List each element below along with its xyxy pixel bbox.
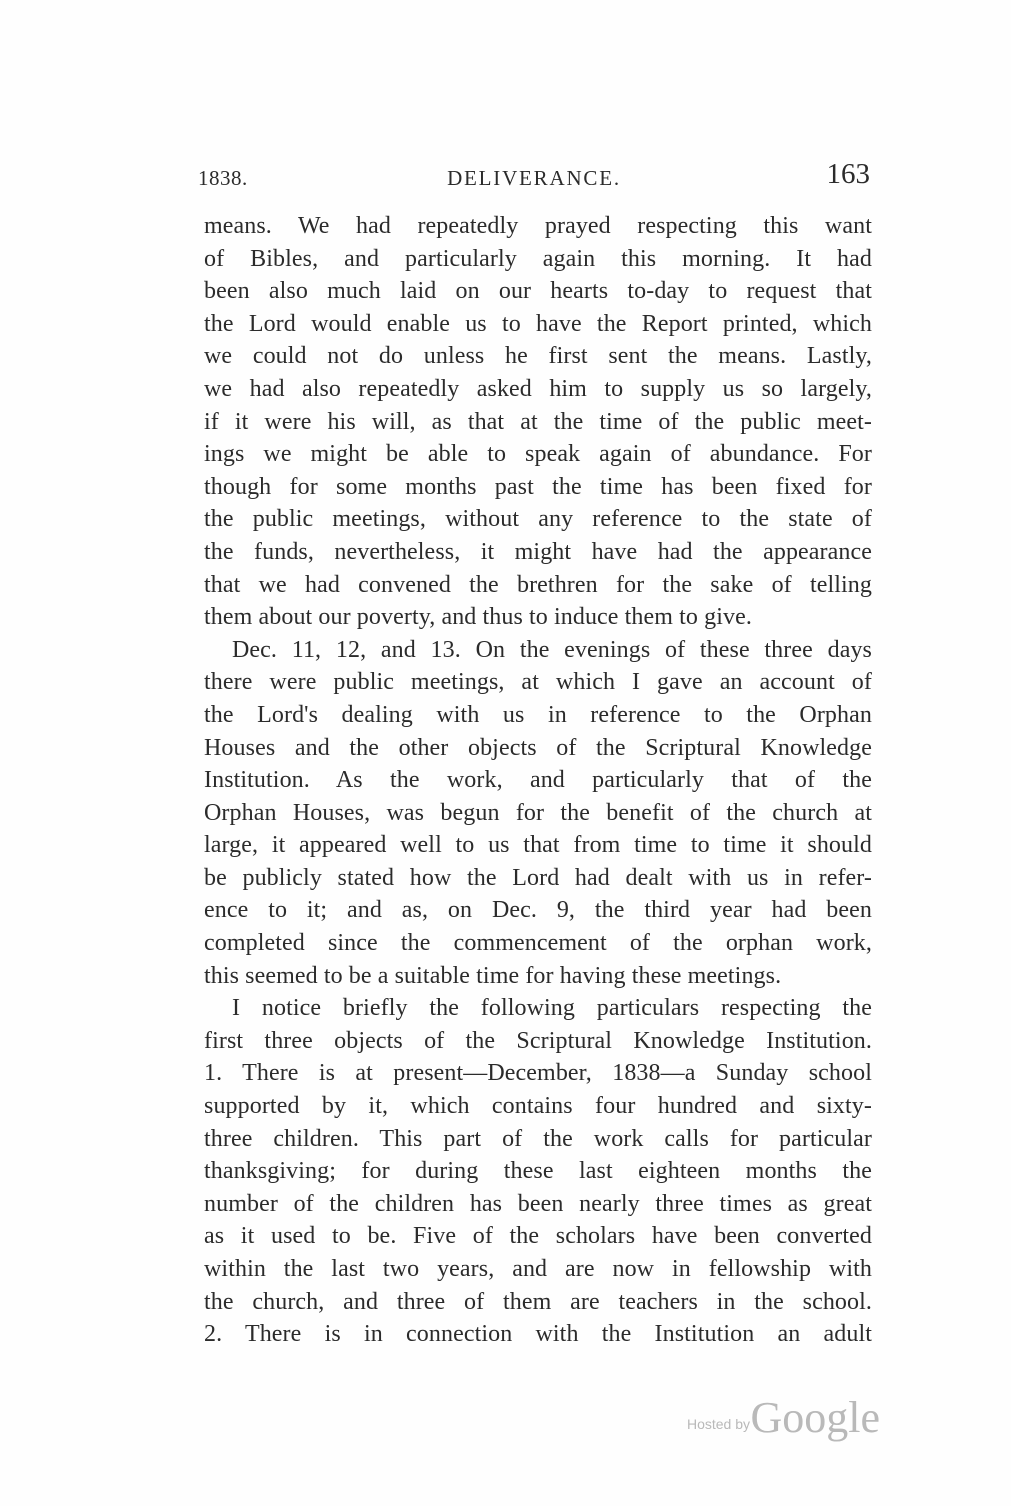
text-line: Orphan Houses, was begun for the benefit of the church at (204, 799, 872, 826)
text-line: as it used to be. Five of the scholars have been converted (204, 1223, 872, 1250)
text-line: means. We had repeatedly prayed respecting this want (204, 213, 872, 239)
text-line: the funds, nevertheless, it might have had the appearance (204, 538, 872, 565)
text-line: we could not do unless he first sent the means. Lastly, (204, 343, 872, 370)
text-line: within the last two years, and are now in fellowship with (204, 1256, 872, 1282)
text-line: first three objects of the Scriptural Knowledge Institution. (204, 1027, 872, 1054)
text-line: if it were his will, as that at the time of the public meet- (204, 408, 872, 435)
text-line: the Lord would enable us to have the Report printed, which (204, 310, 872, 337)
text-line: 1. There is at present—December, 1838—a Sunday school (204, 1060, 872, 1087)
text-line: be publicly stated how the Lord had dealt with us in refer- (204, 864, 872, 891)
text-line: 2. There is in connection with the Institution an adult (204, 1321, 872, 1348)
text-line: we had also repeatedly asked him to supply us so largely, (204, 375, 872, 402)
text-line: the public meetings, without any reference to the state of (204, 506, 872, 533)
body-text (204, 210, 872, 1351)
text-line: this seemed to be a suitable time for having these meetings. (204, 962, 782, 989)
text-line: Dec. 11, 12, and 13. On the evenings of these three days (232, 636, 872, 663)
text-line: large, it appeared well to us that from time to time it should (204, 832, 872, 859)
running-header (198, 158, 870, 198)
page-number: 163 (826, 158, 870, 190)
text-line: them about our poverty, and thus to induce them to give. (204, 604, 752, 631)
text-line: three children. This part of the work calls for particular (204, 1125, 872, 1152)
text-line: of Bibles, and particularly again this morning. It had (204, 245, 872, 272)
text-line: Houses and the other objects of the Scriptural Knowledge (204, 734, 872, 761)
text-line: the church, and three of them are teachers in the school. (204, 1288, 872, 1315)
text-line: that we had convened the brethren for the sake of telling (204, 571, 872, 598)
text-line: though for some months past the time has been fixed for (204, 473, 872, 500)
watermark-hosted-by: Hosted by (686, 1416, 750, 1432)
text-line: ence to it; and as, on Dec. 9, the third year had been (204, 897, 872, 924)
header-year: 1838. (198, 166, 248, 190)
text-line: completed since the commencement of the orphan work, (204, 930, 872, 957)
text-line: there were public meetings, at which I gave an account of (204, 669, 872, 696)
text-line: ings we might be able to speak again of abundance. For (204, 441, 872, 468)
text-line: number of the children has been nearly three times as great (204, 1190, 872, 1217)
text-line: the Lord's dealing with us in reference to the Orphan (204, 701, 872, 728)
watermark-brand-logo: Google (750, 1393, 880, 1442)
text-line: supported by it, which contains four hundred and sixty- (204, 1093, 872, 1120)
header-title: DELIVERANCE. (447, 166, 621, 190)
text-line: Institution. As the work, and particularly that of the (204, 767, 872, 794)
text-line: thanksgiving; for during these last eighteen months the (204, 1158, 872, 1185)
text-line: been also much laid on our hearts to-day to request that (204, 278, 872, 305)
text-line: I notice briefly the following particulars respecting the (232, 995, 872, 1022)
